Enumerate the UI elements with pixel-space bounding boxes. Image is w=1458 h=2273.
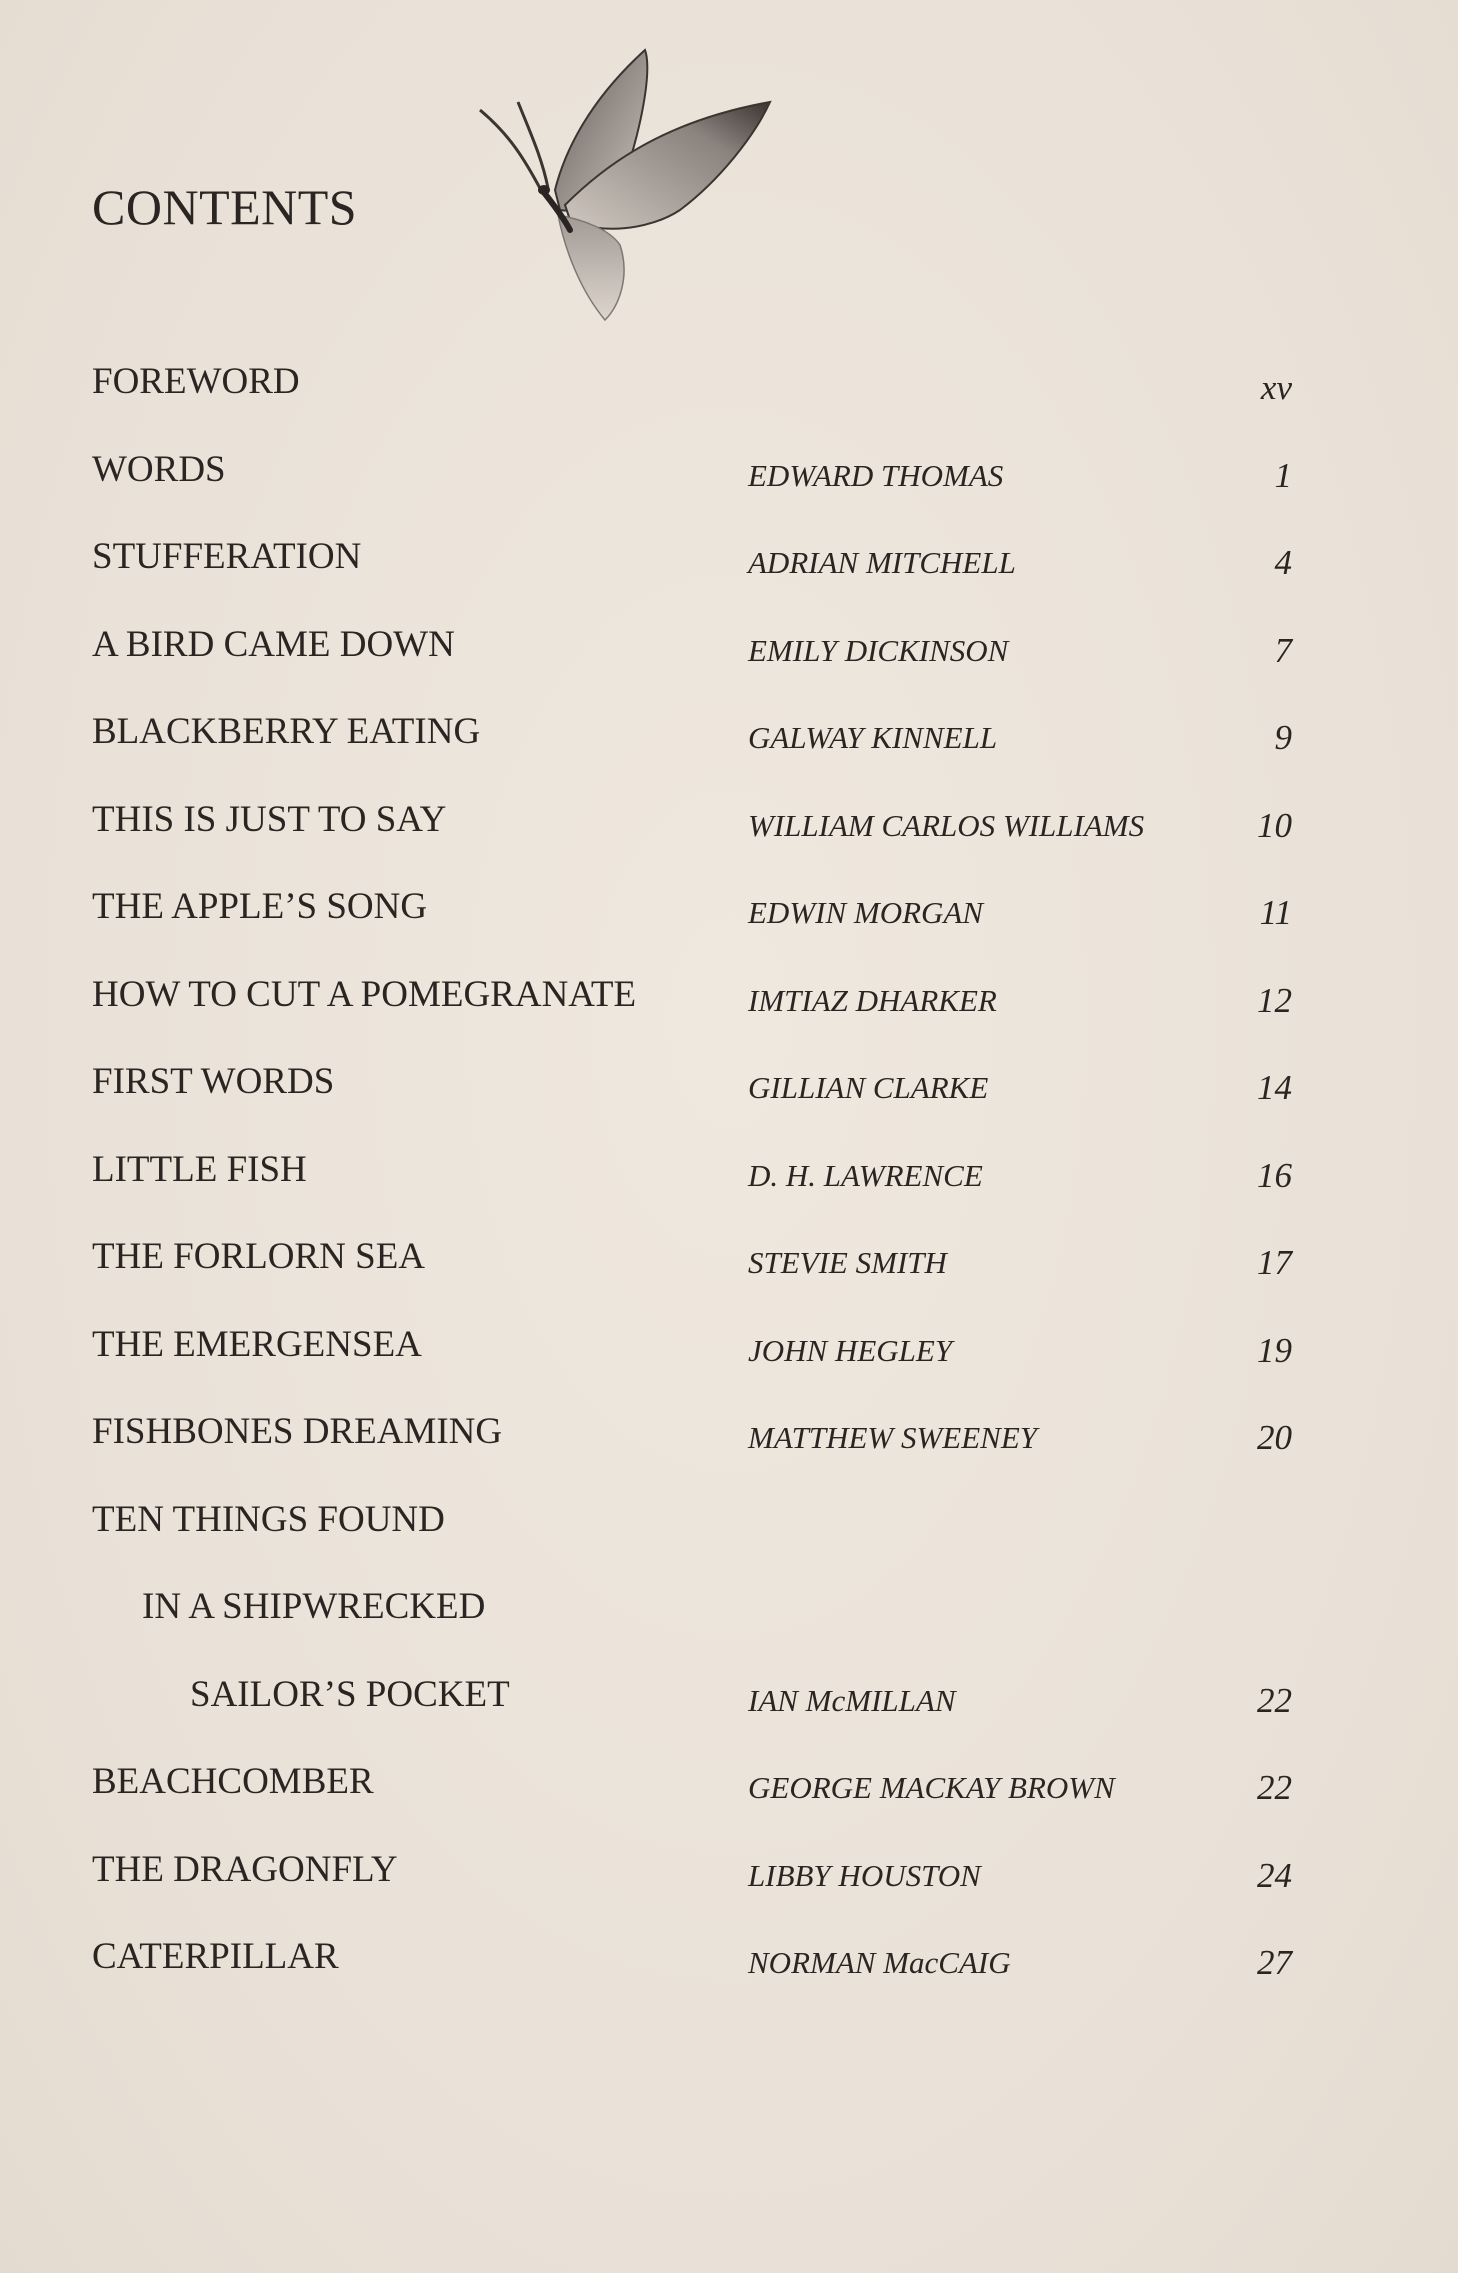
poem-title <box>92 1148 307 1236</box>
poem-title-line: WORDS <box>92 448 226 490</box>
page-number: 24 <box>1257 1855 1292 1895</box>
page-number: 16 <box>1257 1155 1292 1195</box>
poem-author: EDWIN MORGAN <box>748 895 984 930</box>
poem-title-line: LITTLE FISH <box>92 1148 307 1190</box>
poem-title <box>92 973 636 1061</box>
poem-title-line: HOW TO CUT A POMEGRANATE <box>92 973 637 1015</box>
poem-author: MATTHEW SWEENEY <box>748 1420 1038 1455</box>
poem-author: NORMAN MacCAIG <box>748 1945 1011 1980</box>
poem-title <box>92 360 300 448</box>
poem-title-line: IN A SHIPWRECKED <box>142 1586 486 1627</box>
poem-title-line: THE FORLORN SEA <box>92 1236 426 1277</box>
poem-title <box>92 1760 374 1848</box>
poem-author: IAN McMILLAN <box>748 1682 956 1718</box>
poem-title-line: SAILOR’S POCKET <box>190 1673 510 1715</box>
poem-title <box>92 1323 422 1411</box>
poem-author: GILLIAN CLARKE <box>748 1070 989 1105</box>
poem-author: GALWAY KINNELL <box>748 720 998 755</box>
page-number: 19 <box>1257 1330 1292 1370</box>
poem-title <box>92 535 361 623</box>
poem-author: IMTIAZ DHARKER <box>748 982 997 1018</box>
page-number: 1 <box>1274 455 1292 495</box>
page-number: 4 <box>1274 543 1292 582</box>
poem-title-line: THIS IS JUST TO SAY <box>92 798 447 840</box>
poem-title-line: A BIRD CAME DOWN <box>92 623 455 665</box>
page-number: 12 <box>1257 980 1292 1020</box>
poem-title <box>92 1060 334 1148</box>
poem-title-line: THE EMERGENSEA <box>92 1323 422 1365</box>
page-number: 7 <box>1274 630 1292 670</box>
page-number: 22 <box>1257 1768 1292 1807</box>
poem-title <box>92 623 455 711</box>
poem-author: GEORGE MACKAY BROWN <box>748 1770 1115 1805</box>
poem-title <box>92 1498 510 1761</box>
poem-title <box>92 798 446 886</box>
poem-author: EDWARD THOMAS <box>748 457 1004 493</box>
page-number: 20 <box>1257 1418 1292 1457</box>
poem-author: JOHN HEGLEY <box>748 1332 953 1368</box>
poem-title-line: BLACKBERRY EATING <box>92 711 481 752</box>
poem-title <box>92 885 427 973</box>
poem-author: LIBBY HOUSTON <box>748 1857 981 1893</box>
poem-title-line: THE APPLE’S SONG <box>92 886 428 927</box>
poem-author: ADRIAN MITCHELL <box>748 545 1016 580</box>
poem-title-line: FISHBONES DREAMING <box>92 1411 503 1452</box>
page-title: CONTENTS <box>92 179 358 235</box>
page-number: 22 <box>1257 1680 1292 1720</box>
poem-title <box>92 1235 425 1323</box>
poem-author: D. H. LAWRENCE <box>748 1157 983 1193</box>
page-number: xv <box>1260 368 1292 407</box>
page-number: 11 <box>1259 893 1292 932</box>
page-number: 14 <box>1257 1068 1292 1107</box>
poem-author: WILLIAM CARLOS WILLIAMS <box>748 807 1145 843</box>
poem-title <box>92 710 480 798</box>
poem-title <box>92 1935 339 2023</box>
page-number: 9 <box>1274 718 1292 757</box>
poem-title <box>92 448 226 536</box>
poem-author: EMILY DICKINSON <box>748 632 1009 668</box>
poem-title-line: STUFFERATION <box>92 536 362 577</box>
poem-author: STEVIE SMITH <box>748 1245 947 1280</box>
page-number: 10 <box>1257 805 1292 845</box>
poem-title <box>92 1410 502 1498</box>
poem-title-line: THE DRAGONFLY <box>92 1848 398 1890</box>
poem-title-line: FOREWORD <box>92 361 300 402</box>
poem-title-line: TEN THINGS FOUND <box>92 1498 445 1540</box>
poem-title <box>92 1848 398 1936</box>
poem-title-line: CATERPILLAR <box>92 1936 339 1977</box>
poem-title-line: FIRST WORDS <box>92 1061 335 1102</box>
page-number: 17 <box>1257 1243 1292 1282</box>
page-number: 27 <box>1257 1943 1292 1982</box>
butterfly-illustration <box>470 40 790 340</box>
poem-title-line: BEACHCOMBER <box>92 1761 374 1802</box>
